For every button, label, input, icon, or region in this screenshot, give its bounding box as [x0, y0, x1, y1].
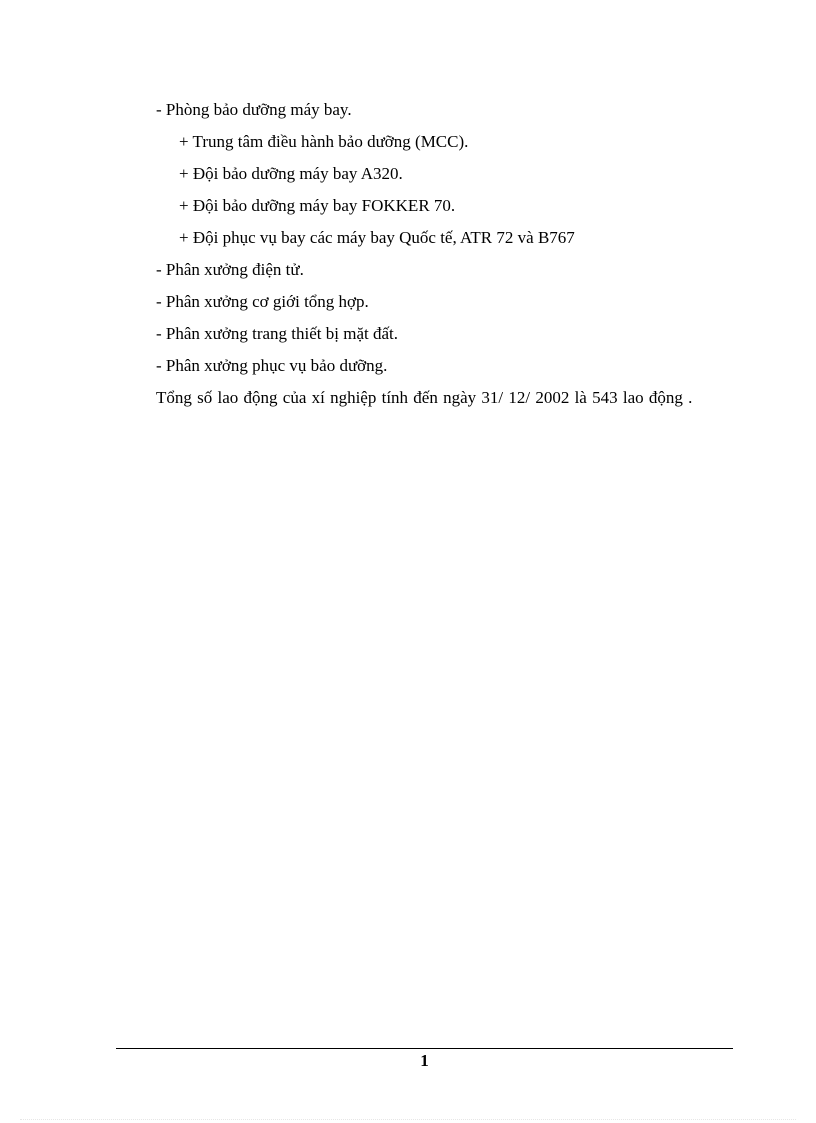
summary-paragraph: Tổng số lao động của xí nghiệp tính đến ngày 31/ 12/ 2002 là 543 lao động .	[156, 388, 693, 407]
list-item: - Phân xưởng phục vụ bảo dưỡng.	[156, 356, 388, 375]
list-item: + Trung tâm điều hành bảo dưỡng (MCC).	[179, 132, 469, 151]
list-item: + Đội bảo dưỡng máy bay FOKKER 70.	[179, 196, 456, 215]
footer-divider	[116, 1048, 733, 1049]
list-item: + Đội phục vụ bay các máy bay Quốc tế, ATR 72 và B767	[179, 228, 575, 247]
list-item: - Phân xưởng cơ giới tổng hợp.	[156, 292, 369, 311]
document-body	[116, 94, 730, 414]
page-edge-divider	[20, 1119, 796, 1120]
list-item: - Phòng bảo dưỡng máy bay.	[156, 100, 352, 119]
page-number: 1	[420, 1051, 429, 1070]
list-item: - Phân xưởng trang thiết bị mặt đất.	[156, 324, 398, 343]
list-item: + Đội bảo dưỡng máy bay A320.	[179, 164, 403, 183]
list-item: - Phân xưởng điện tử.	[156, 260, 304, 279]
